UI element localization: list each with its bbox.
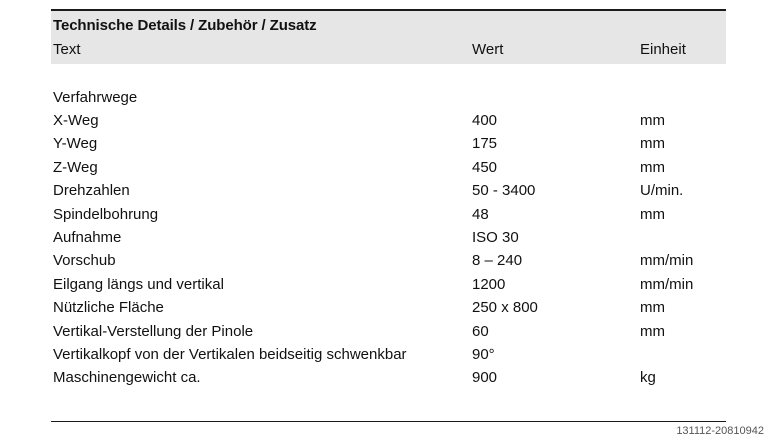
row-value: ISO 30 [472,228,519,246]
row-value: 60 [472,322,489,340]
row-text: X-Weg [53,112,99,129]
row-unit: U/min. [640,182,684,200]
row-unit: mm [640,299,665,317]
row-unit: mm [640,322,665,340]
row-text: Vorschub [53,252,116,270]
row-value: 450 [472,158,498,176]
row-text: Drehzahlen [53,182,130,200]
bottom-divider [51,421,726,422]
row-text: Maschinengewicht ca. [53,369,201,387]
row-text: Aufnahme [53,228,122,246]
table-row [0,299,768,322]
row-value: 400 [472,112,498,129]
row-unit: mm/min [640,252,694,270]
table-row [0,135,768,158]
row-text: Spindelbohrung [53,205,159,223]
row-text: Vertikal-Verstellung der Pinole [53,322,254,340]
row-text: Vertikalkopf von der Vertikalen beidseitig schwenkbar [53,345,407,363]
row-value: 175 [472,135,498,153]
table-row [0,323,768,346]
row-value: 8 – 240 [472,252,523,270]
row-value: 1200 [472,275,506,293]
table-row [0,369,768,392]
table-row [0,252,768,275]
group-label: Verfahrwege [53,89,138,106]
row-unit: mm [640,112,665,129]
row-text: Eilgang längs und vertikal [53,275,224,293]
column-header-wert: Wert [472,41,504,58]
row-text: Y-Weg [53,135,98,153]
column-header-einheit: Einheit [640,41,686,58]
row-text: Z-Weg [53,158,98,176]
table-row [0,182,768,205]
row-value: 50 - 3400 [472,182,536,200]
row-value: 900 [472,369,498,387]
section-title: Technische Details / Zubehör / Zusatz [53,17,317,34]
row-value: 48 [472,205,489,223]
footer-reference-code: 131112-20810942 [676,425,764,437]
row-unit: kg [640,369,656,387]
row-text: Nützliche Fläche [53,299,164,317]
table-row [0,229,768,252]
row-value: 90° [472,345,495,363]
row-value: 250 x 800 [472,299,538,317]
row-unit: mm/min [640,275,694,293]
row-unit: mm [640,158,665,176]
column-header-text: Text [53,41,81,58]
table-row [0,159,768,182]
table-row [0,276,768,299]
row-unit: mm [640,205,665,223]
row-unit: mm [640,135,665,153]
spec-table-body [0,112,768,393]
table-row [0,346,768,369]
table-row [0,112,768,135]
table-row [0,206,768,229]
